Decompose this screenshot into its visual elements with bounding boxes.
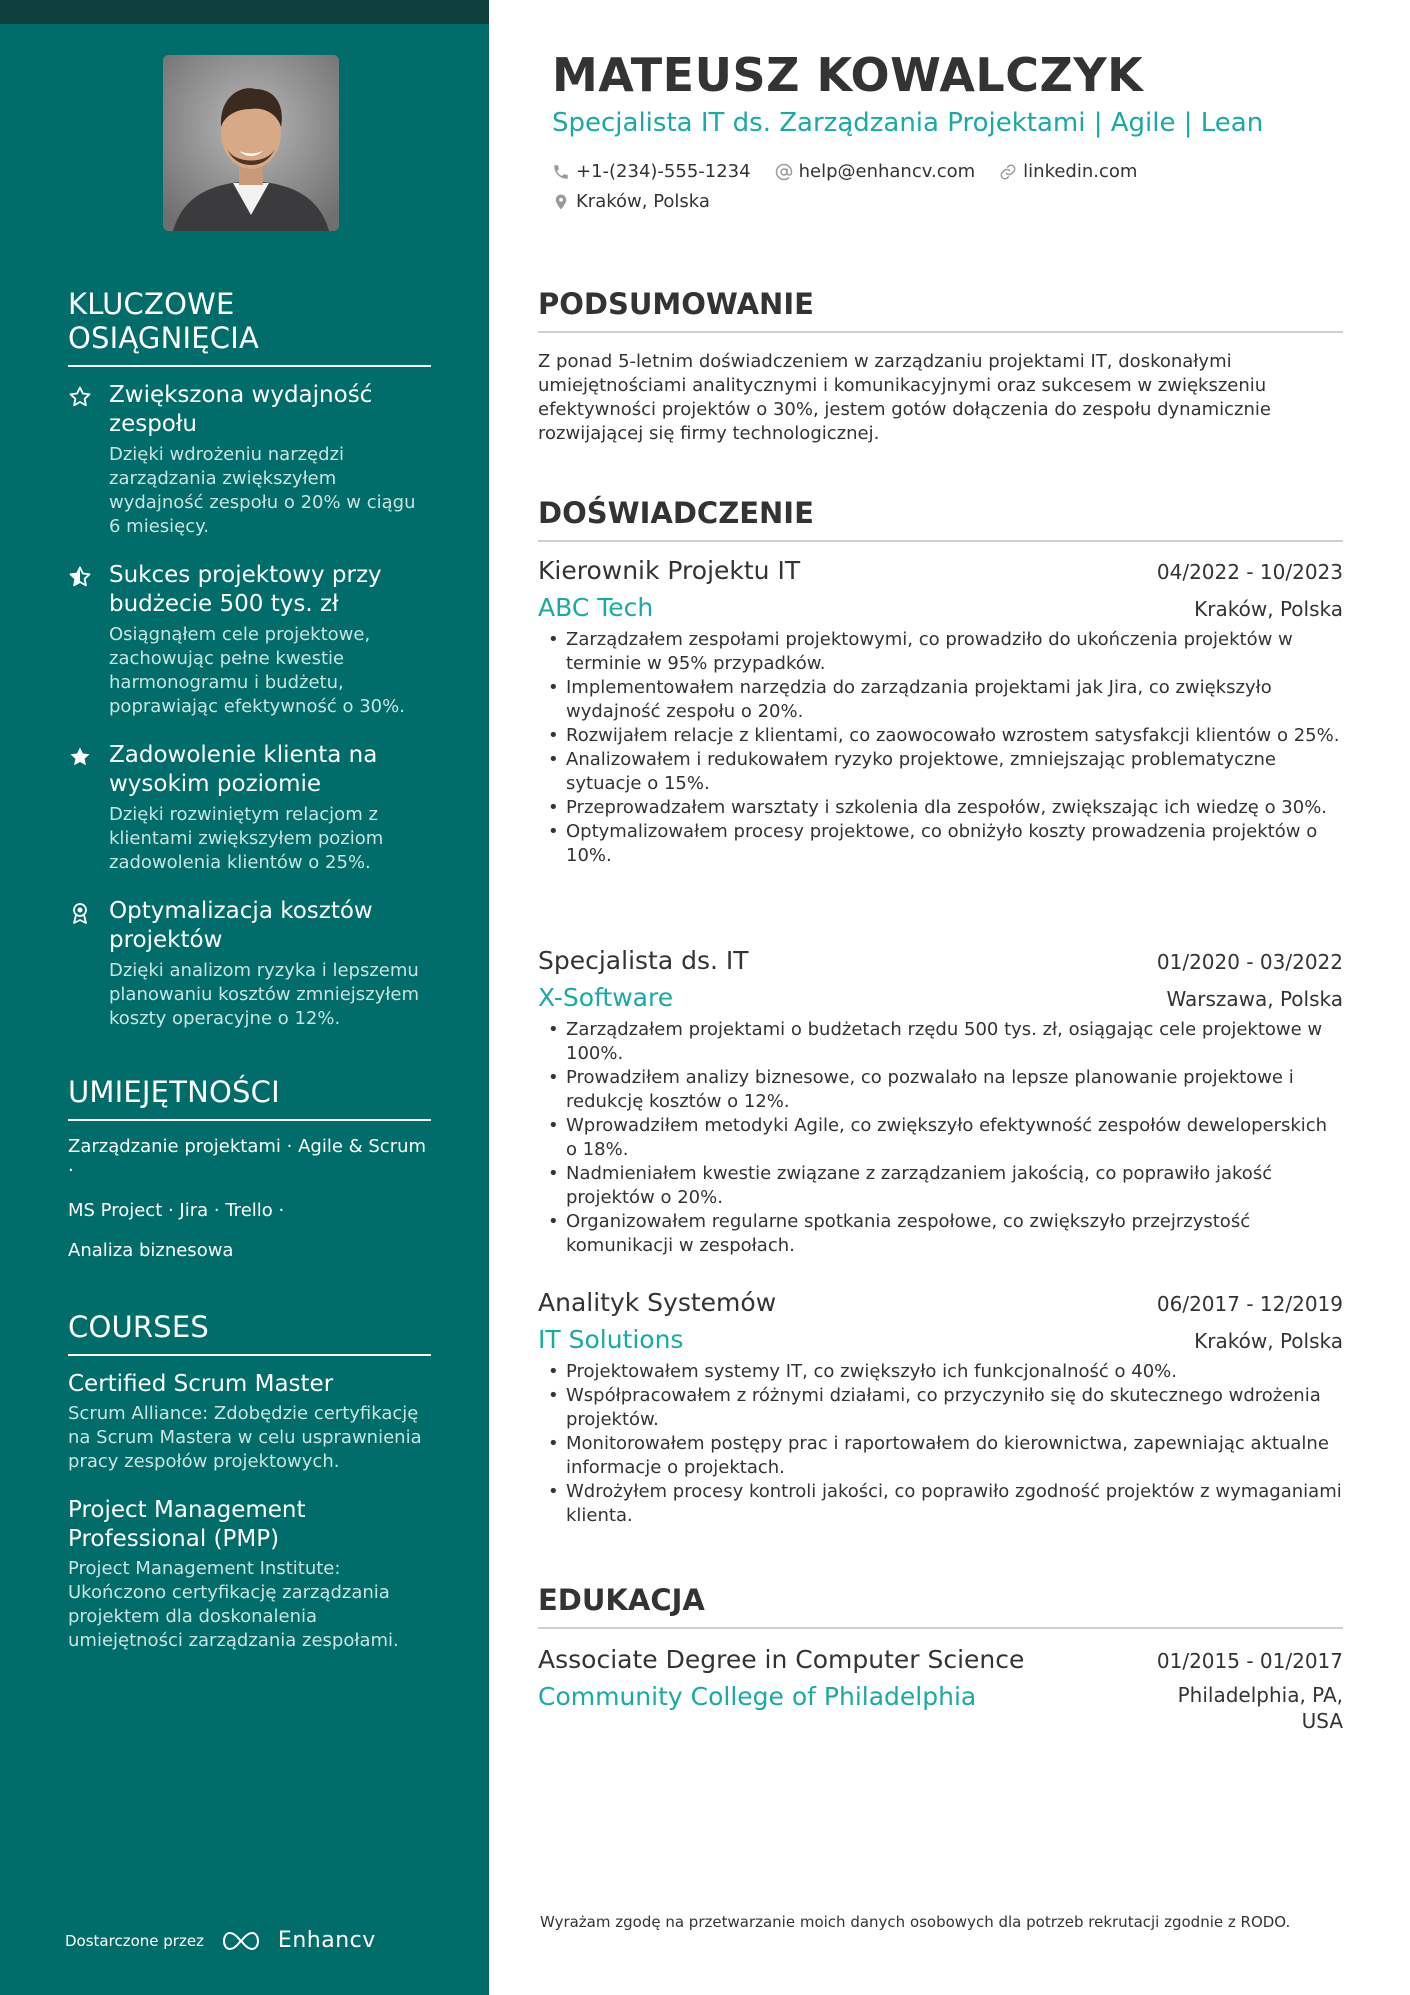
company-name: X-Software: [538, 983, 674, 1012]
job-entry: [538, 946, 1343, 1258]
education-location-line: USA: [1301, 1709, 1343, 1733]
course-item: [68, 1496, 431, 1653]
location-pin-icon: [552, 193, 570, 211]
contact-linkedin[interactable]: [999, 161, 1137, 182]
at-sign-icon: [775, 163, 793, 181]
education-dates: 01/2015 - 01/2017: [1156, 1649, 1343, 1673]
skills-heading: UMIEJĘTNOŚCI: [68, 1075, 431, 1121]
achievements-section: [68, 287, 431, 1053]
bullet-item: • Nadmieniałem kwestie związane z zarządzaniem jakością, co poprawiło jakość projektów o 20%.: [538, 1162, 1343, 1210]
education-location-line: Philadelphia, PA,: [1177, 1683, 1343, 1707]
enhancv-logo-icon: [218, 1929, 264, 1953]
job-entry: [538, 1288, 1343, 1528]
achievements-heading: KLUCZOWE OSIĄGNIĘCIA: [68, 287, 431, 367]
job-bullets: [538, 1018, 1343, 1258]
education-heading: EDUKACJA: [538, 1583, 1343, 1629]
achievement-title: Zwiększona wydajność zespołu: [109, 382, 373, 437]
consent-clause: Wyrażam zgodę na przetwarzanie moich danych osobowych dla potrzeb rekrutacji zgodnie z RODO.: [540, 1913, 1291, 1931]
contact-email[interactable]: [775, 161, 976, 182]
bullet-item: • Analizowałem i redukowałem ryzyko projektowe, zmniejszając problematyczne sytuacje o 15%.: [538, 748, 1343, 796]
phone-icon: [552, 163, 570, 181]
enhancv-brand: Enhancv: [277, 1928, 376, 1953]
school-name: Community College of Philadelphia: [538, 1682, 977, 1711]
phone-text: +1-(234)-555-1234: [576, 161, 751, 182]
summary-text: Z ponad 5-letnim doświadczeniem w zarządzaniu projektami IT, doskonałymi umiejętnościami analitycznymi i komunikacyjnymi oraz sukcesem w zwiększeniu efektywności projektów o 30%, jestem gotów dołączenia do zespołu dynamicznie rozwijającej się firmy technologicznej.: [538, 351, 1271, 444]
job-location: Kraków, Polska: [1194, 597, 1343, 621]
award-icon: [68, 901, 92, 925]
job-dates: 04/2022 - 10/2023: [1156, 560, 1343, 584]
bullet-item: • Wprowadziłem metodyki Agile, co zwiększyło efektywność zespołów deweloperskich o 18%.: [538, 1114, 1343, 1162]
bullet-item: • Zarządzałem zespołami projektowymi, co prowadziło do ukończenia projektów w terminie w 95% przypadków.: [538, 628, 1343, 676]
degree-title: Associate Degree in Computer Science: [538, 1645, 1025, 1674]
job-title: Specjalista ds. IT: [538, 946, 749, 975]
education-location: [1178, 1682, 1343, 1734]
powered-by: [65, 1928, 376, 1953]
company-name: ABC Tech: [538, 593, 654, 622]
skills-line: MS Project · Jira · Trello ·: [68, 1200, 285, 1221]
experience-heading: DOŚWIADCZENIE: [538, 496, 1343, 542]
location-text: Kraków, Polska: [576, 191, 710, 212]
skills-line: Zarządzanie projektami · Agile & Scrum ·: [68, 1136, 427, 1181]
star-outline-icon: [68, 385, 92, 409]
course-description: Scrum Alliance: Zdobędzie certyfikację na Scrum Mastera w celu usprawnienia pracy zespołów projektowych.: [68, 1403, 422, 1472]
contact-row: [552, 161, 1137, 182]
job-location: Warszawa, Polska: [1166, 987, 1343, 1011]
bullet-item: • Monitorowałem postępy prac i raportowałem do kierownictwa, zapewniając aktualne informacje o projektach.: [538, 1432, 1343, 1480]
skills-section: [68, 1075, 431, 1279]
sidebar: [0, 0, 489, 1995]
sidebar-top-bar: [0, 0, 489, 24]
courses-section: [68, 1310, 431, 1675]
job-bullets: [538, 628, 1343, 868]
achievement-description: Dzięki wdrożeniu narzędzi zarządzania zwiększyłem wydajność zespołu o 20% w ciągu 6 miesięcy.: [109, 444, 416, 537]
bullet-item: • Implementowałem narzędzia do zarządzania projektami jak Jira, co zwiększyło wydajność zespołu o 20%.: [538, 676, 1343, 724]
job-bullets: [538, 1360, 1343, 1528]
bullet-item: • Zarządzałem projektami o budżetach rzędu 500 tys. zł, osiągając cele projektowe w 100%.: [538, 1018, 1343, 1066]
bullet-item: • Rozwijałem relacje z klientami, co zaowocowało wzrostem satysfakcji klientów o 25%.: [538, 724, 1343, 748]
course-title: Certified Scrum Master: [68, 1371, 334, 1397]
summary-heading: PODSUMOWANIE: [538, 287, 1343, 333]
achievement-title: Optymalizacja kosztów projektów: [109, 898, 373, 953]
course-description: Project Management Institute: Ukończono certyfikację zarządzania projektem dla doskonalenia umiejętności zarządzania zespołami.: [68, 1558, 399, 1651]
achievement-item: [68, 381, 431, 539]
contact-row-location: [552, 191, 710, 212]
star-half-icon: [68, 565, 92, 589]
contact-phone: [552, 161, 751, 182]
achievement-item: [68, 741, 431, 875]
job-title: Kierownik Projektu IT: [538, 556, 801, 585]
job-dates: 06/2017 - 12/2019: [1156, 1292, 1343, 1316]
course-item: [68, 1370, 431, 1474]
linkedin-text: linkedin.com: [1023, 161, 1138, 182]
achievement-item: [68, 561, 431, 719]
job-entry: [538, 556, 1343, 868]
achievement-description: Dzięki rozwiniętym relacjom z klientami zwiększyłem poziom zadowolenia klientów o 25%.: [109, 804, 384, 873]
powered-by-label: Dostarczone przez: [65, 1931, 204, 1950]
course-title: Project Management Professional (PMP): [68, 1497, 306, 1552]
bullet-item: • Współpracowałem z różnymi działami, co przyczyniło się do skutecznego wdrożenia projektów.: [538, 1384, 1343, 1432]
bullet-item: • Prowadziłem analizy biznesowe, co pozwalało na lepsze planowanie projektowe i redukcję kosztów o 12%.: [538, 1066, 1343, 1114]
headline: Specjalista IT ds. Zarządzania Projektami | Agile | Lean: [552, 108, 1264, 138]
company-name: IT Solutions: [538, 1325, 684, 1354]
contact-location: [552, 191, 710, 212]
star-filled-icon: [68, 745, 92, 769]
education-entry: [538, 1645, 1343, 1734]
achievement-title: Zadowolenie klienta na wysokim poziomie: [109, 742, 378, 797]
avatar: [163, 55, 339, 231]
profile-photo: [163, 55, 339, 231]
email-text: help@enhancv.com: [798, 161, 976, 182]
bullet-item: • Wdrożyłem procesy kontroli jakości, co poprawiło zgodność projektów z wymaganiami klienta.: [538, 1480, 1343, 1528]
candidate-name: MATEUSZ KOWALCZYK: [552, 48, 1144, 102]
bullet-item: • Optymalizowałem procesy projektowe, co obniżyło koszty prowadzenia projektów o 10%.: [538, 820, 1343, 868]
bullet-item: • Przeprowadzałem warsztaty i szkolenia dla zespołów, zwiększając ich wiedzę o 30%.: [538, 796, 1343, 820]
job-title: Analityk Systemów: [538, 1288, 777, 1317]
courses-heading: COURSES: [68, 1310, 431, 1356]
job-location: Kraków, Polska: [1194, 1329, 1343, 1353]
achievement-title: Sukces projektowy przy budżecie 500 tys. zł: [109, 562, 382, 617]
achievement-item: [68, 897, 431, 1031]
bullet-item: • Projektowałem systemy IT, co zwiększyło ich funkcjonalność o 40%.: [538, 1360, 1343, 1384]
link-icon: [999, 163, 1017, 181]
job-dates: 01/2020 - 03/2022: [1156, 950, 1343, 974]
skills-line: Analiza biznesowa: [68, 1240, 234, 1261]
bullet-item: • Organizowałem regularne spotkania zespołowe, co zwiększyło przejrzystość komunikacji w zespołach.: [538, 1210, 1343, 1258]
achievement-description: Osiągnąłem cele projektowe, zachowując pełne kwestie harmonogramu i budżetu, poprawiając efektywność o 30%.: [109, 624, 405, 717]
achievement-description: Dzięki analizom ryzyka i lepszemu planowaniu kosztów zmniejszyłem koszty operacyjne o 12%.: [109, 960, 419, 1029]
